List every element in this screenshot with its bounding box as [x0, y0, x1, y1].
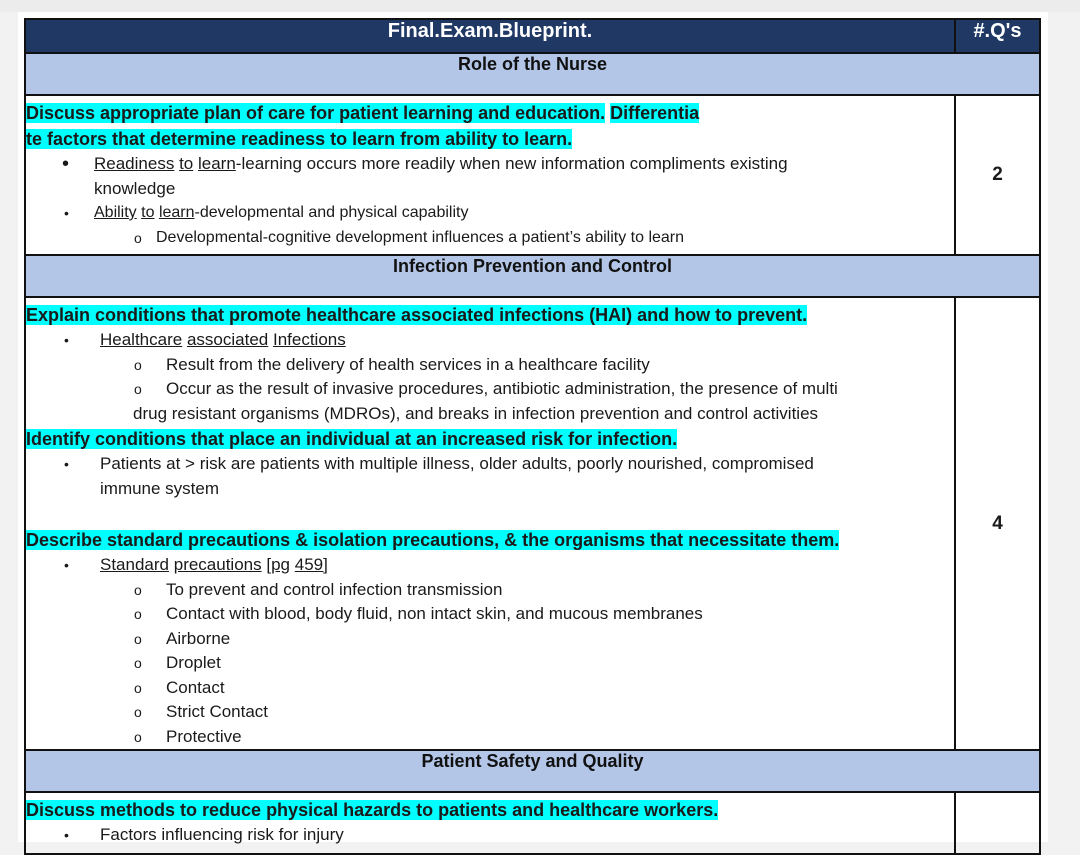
section-content-row: [25, 792, 1040, 854]
section-heading: Patient Safety and Quality: [25, 750, 1040, 792]
count-header: #.Q's: [955, 19, 1040, 53]
question-count: [955, 792, 1040, 854]
question-count: 2: [955, 95, 1040, 255]
section-content-row: [25, 95, 1040, 255]
objective: Explain conditions that promote healthcare associated infections (HAI) and how to prevent.: [26, 305, 808, 325]
objective-continued: te factors that determine readiness to learn from ability to learn.: [26, 129, 573, 149]
table-title: Final.Exam.Blueprint.: [25, 19, 955, 53]
question-count: 4: [955, 297, 1040, 750]
document-page: [18, 12, 1048, 842]
list-item: • Ability to learn-developmental and physical capability: [26, 201, 954, 226]
sub-list-item: o Result from the delivery of health services in a healthcare facility: [26, 353, 954, 378]
sub-list-item: o Strict Contact: [26, 700, 954, 725]
sub-list-item: o Occur as the result of invasive procedures, antibiotic administration, the presence of multi: [26, 377, 954, 402]
section-heading: Role of the Nurse: [25, 53, 1040, 95]
section-heading-row: [25, 255, 1040, 297]
section-content: [25, 792, 955, 854]
list-item: • Standard precautions [pg 459]: [26, 553, 954, 578]
sub-list-item: o Contact with blood, body fluid, non intact skin, and mucous membranes: [26, 602, 954, 627]
list-item: • Readiness to learn-learning occurs more readily when new information compliments existing knowledge: [26, 152, 954, 201]
title-row: [25, 19, 1040, 53]
objective: Identify conditions that place an individual at an increased risk for infection.: [26, 429, 678, 449]
objective: Discuss methods to reduce physical hazards to patients and healthcare workers.: [26, 800, 719, 820]
sub-list-item: o Protective: [26, 725, 954, 750]
section-content: [25, 297, 955, 750]
list-item: • Patients at > risk are patients with multiple illness, older adults, poorly nourished, compromised immune system: [26, 452, 954, 501]
list-item: • Healthcare associated Infections: [26, 328, 954, 353]
objective: Describe standard precautions & isolation precautions, & the organisms that necessitate them.: [26, 530, 840, 550]
section-heading: Infection Prevention and Control: [25, 255, 1040, 297]
list-item: • Factors influencing risk for injury: [26, 823, 954, 848]
sub-list-item: o Contact: [26, 676, 954, 701]
section-content-row: [25, 297, 1040, 750]
sub-list-item-continued: drug resistant organisms (MDROs), and breaks in infection prevention and control activities: [133, 403, 819, 423]
section-heading-row: [25, 53, 1040, 95]
objective: Discuss appropriate plan of care for patient learning and education. Differentia: [26, 103, 700, 123]
sub-list-item: o Developmental-cognitive development influences a patient’s ability to learn: [26, 226, 954, 251]
blueprint-table: [24, 18, 1041, 855]
sub-list-item: o To prevent and control infection transmission: [26, 578, 954, 603]
viewer-background: [0, 0, 1080, 12]
section-content: [25, 95, 955, 255]
sub-list-item: o Droplet: [26, 651, 954, 676]
sub-list-item: o Airborne: [26, 627, 954, 652]
section-heading-row: [25, 750, 1040, 792]
